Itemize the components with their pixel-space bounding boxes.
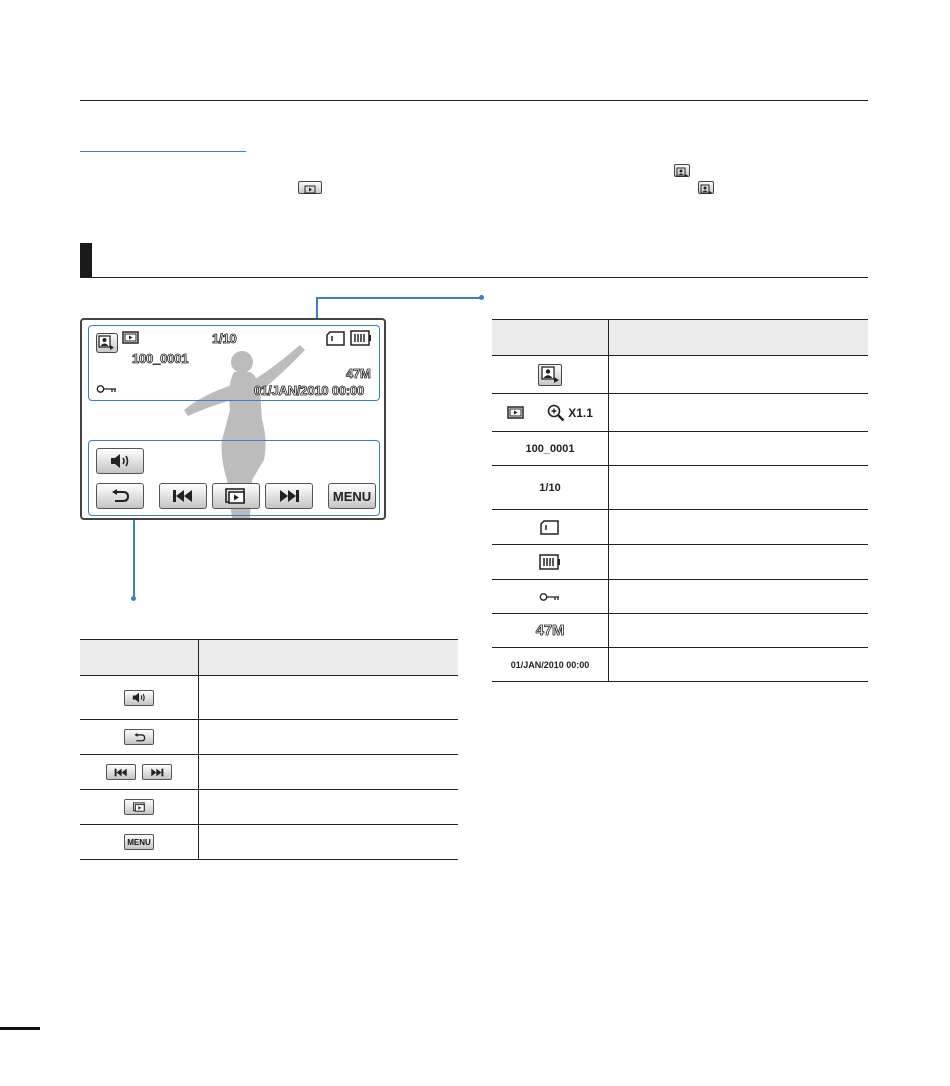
table-cell-icon bbox=[80, 755, 199, 790]
info-table-header bbox=[492, 320, 868, 356]
photo-mode-icon bbox=[674, 164, 690, 177]
table-cell-icon bbox=[80, 676, 199, 720]
speaker-icon bbox=[109, 453, 131, 469]
return-button[interactable] bbox=[96, 483, 144, 509]
table-cell-icon bbox=[492, 545, 609, 580]
table-cell-desc bbox=[609, 356, 869, 394]
slide-show-button[interactable] bbox=[212, 483, 260, 509]
table-row bbox=[492, 510, 868, 545]
table-cell-desc bbox=[199, 825, 459, 860]
volume-mini-button bbox=[124, 690, 154, 706]
protection-key-icon bbox=[539, 592, 561, 602]
menu-button[interactable]: MENU bbox=[328, 483, 376, 509]
date-time: 01/JAN/2010 00:00 bbox=[254, 383, 365, 398]
table-cell-desc bbox=[609, 466, 869, 510]
date-time-label: 01/JAN/2010 00:00 bbox=[510, 659, 590, 670]
return-icon bbox=[133, 733, 146, 742]
skip-back-icon bbox=[172, 489, 194, 503]
slide-show-mini-button bbox=[124, 799, 154, 815]
return-icon bbox=[110, 489, 130, 503]
table-cell-icon bbox=[492, 648, 609, 682]
table-cell-icon bbox=[492, 614, 609, 648]
table-cell-desc bbox=[609, 545, 869, 580]
table-cell-desc bbox=[199, 790, 459, 825]
play-icon bbox=[298, 181, 322, 194]
table-row bbox=[492, 356, 868, 394]
battery-icon bbox=[539, 554, 561, 570]
speaker-icon bbox=[131, 692, 147, 703]
slide-show-icon bbox=[133, 802, 146, 812]
volume-button[interactable] bbox=[96, 448, 144, 474]
table-cell-desc bbox=[609, 432, 869, 466]
table-cell-icon bbox=[492, 466, 609, 510]
callout-dot-top bbox=[479, 295, 484, 300]
skip-back-icon bbox=[114, 768, 128, 777]
table-row bbox=[492, 648, 868, 682]
table-row bbox=[80, 790, 458, 825]
skip-forward-icon bbox=[278, 489, 300, 503]
storage-card-icon bbox=[540, 520, 560, 535]
table-cell-desc bbox=[609, 648, 869, 682]
photo-play-mode-icon bbox=[96, 333, 118, 353]
button-table-header-icon bbox=[80, 640, 199, 676]
section-header bbox=[80, 243, 868, 278]
table-row bbox=[492, 580, 868, 614]
next-mini-button bbox=[142, 764, 172, 780]
remaining-size: 47M bbox=[346, 366, 371, 381]
table-cell-icon bbox=[492, 510, 609, 545]
file-number: 100_0001 bbox=[132, 351, 189, 366]
table-cell-icon bbox=[80, 720, 199, 755]
table-cell-desc bbox=[609, 394, 869, 432]
skip-forward-icon bbox=[150, 768, 164, 777]
battery-icon bbox=[350, 330, 372, 346]
table-row bbox=[492, 614, 868, 648]
table-cell-desc bbox=[609, 510, 869, 545]
callout-line-bottom bbox=[133, 514, 135, 598]
table-cell-desc bbox=[609, 614, 869, 648]
menu-mini-button: MENU bbox=[124, 834, 154, 850]
table-cell-icon bbox=[492, 394, 609, 432]
table-row bbox=[80, 825, 458, 860]
callout-dot-bottom bbox=[131, 596, 136, 601]
photo-play-mode-icon bbox=[538, 364, 562, 386]
table-row bbox=[492, 432, 868, 466]
remaining-size-label: 47M bbox=[535, 622, 565, 639]
section-link-underline bbox=[80, 151, 246, 152]
table-cell-icon bbox=[492, 432, 609, 466]
page-margin-bar bbox=[0, 1027, 40, 1030]
table-row bbox=[80, 676, 458, 720]
info-table-header-icon bbox=[492, 320, 609, 356]
table-cell-desc bbox=[199, 720, 459, 755]
button-table-header-desc bbox=[199, 640, 459, 676]
button-table-header bbox=[80, 640, 458, 676]
table-cell-desc bbox=[199, 676, 459, 720]
previous-mini-button bbox=[106, 764, 136, 780]
slide-show-icon bbox=[507, 406, 525, 420]
slide-show-icon-btn bbox=[225, 488, 247, 504]
table-cell-desc bbox=[199, 755, 459, 790]
callout-line-top-horizontal bbox=[316, 297, 481, 299]
top-rule bbox=[80, 100, 868, 101]
storage-card-icon bbox=[326, 331, 346, 346]
zoom-icon bbox=[547, 404, 565, 422]
table-row bbox=[492, 394, 868, 432]
table-row bbox=[492, 545, 868, 580]
info-table-header-desc bbox=[609, 320, 869, 356]
table-cell-icon bbox=[80, 825, 199, 860]
image-counter: 1/10 bbox=[212, 331, 237, 346]
section-header-bar bbox=[80, 243, 92, 277]
photo-mode-icon-2 bbox=[698, 181, 714, 194]
next-button[interactable] bbox=[265, 483, 313, 509]
info-table bbox=[492, 319, 868, 682]
table-cell-icon bbox=[492, 580, 609, 614]
slide-show-icon bbox=[122, 331, 140, 345]
table-row bbox=[80, 755, 458, 790]
table-cell-icon bbox=[492, 356, 609, 394]
table-row bbox=[80, 720, 458, 755]
table-row bbox=[492, 466, 868, 510]
button-table bbox=[80, 639, 458, 860]
table-cell-desc bbox=[609, 580, 869, 614]
file-number-label: 100_0001 bbox=[525, 442, 575, 455]
image-counter-label: 1/10 bbox=[539, 481, 561, 494]
lcd-screen bbox=[80, 318, 386, 520]
previous-button[interactable] bbox=[159, 483, 207, 509]
return-mini-button bbox=[124, 729, 154, 745]
zoom-level: X1.1 bbox=[568, 405, 593, 420]
protection-key-icon bbox=[96, 384, 118, 394]
table-cell-icon bbox=[80, 790, 199, 825]
